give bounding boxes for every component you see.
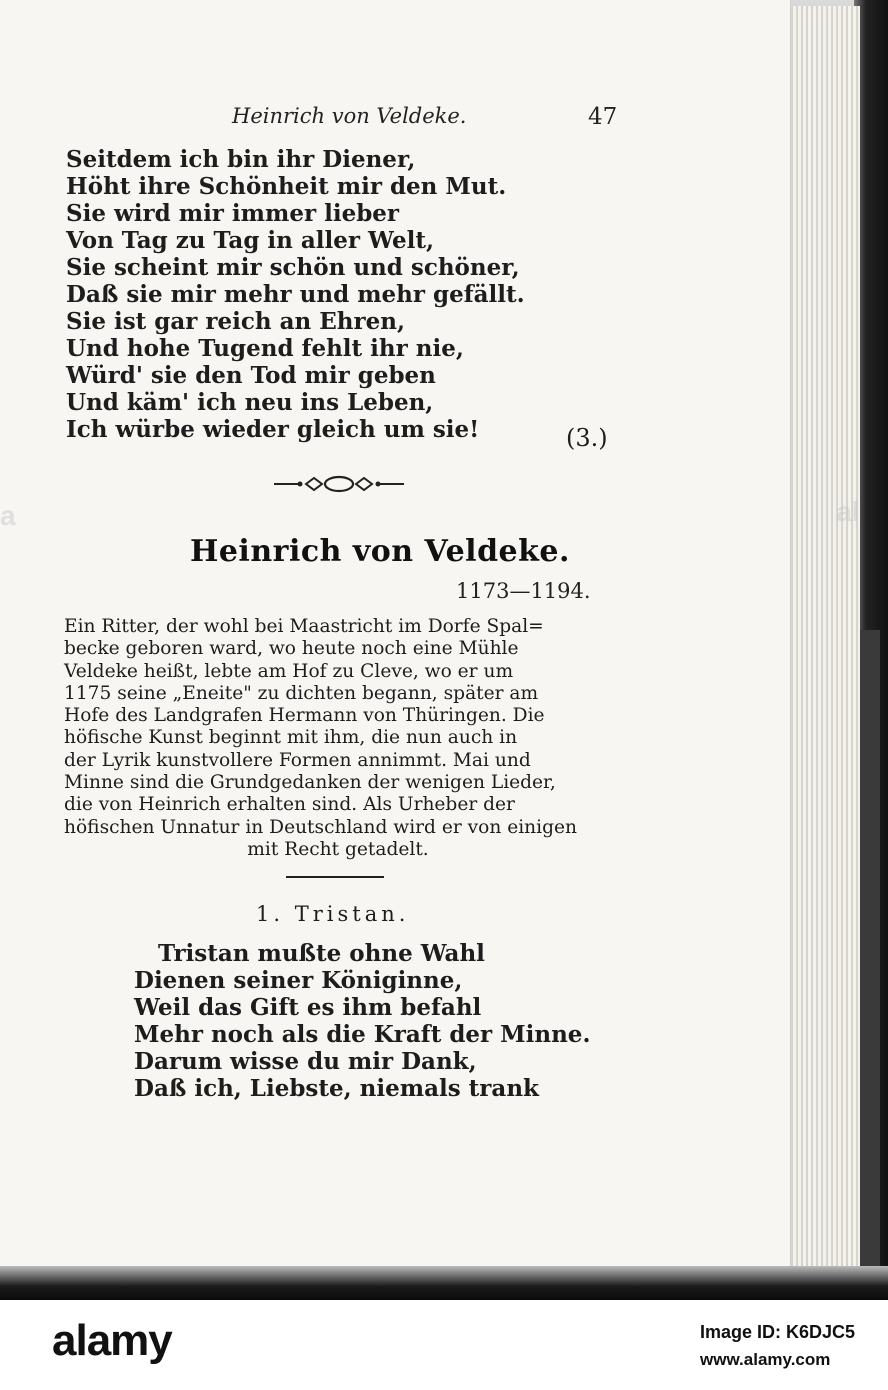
bio-line: die von Heinrich erhalten sind. Als Urheber der xyxy=(64,794,515,816)
ornament-divider-icon xyxy=(274,470,404,498)
poem-line: Tristan mußte ohne Wahl xyxy=(158,940,485,967)
author-dates: 1173—1194. xyxy=(456,579,591,603)
page-number: 47 xyxy=(588,104,618,130)
verse-line: Sie scheint mir schön und schöner, xyxy=(66,254,520,281)
horizontal-rule xyxy=(286,876,384,878)
stanza-number: (3.) xyxy=(566,424,608,452)
bio-line: Ein Ritter, der wohl bei Maastricht im Dorfe Spal= xyxy=(64,616,544,637)
verse-line: Von Tag zu Tag in aller Welt, xyxy=(66,227,434,254)
verse-line: Und hohe Tugend fehlt ihr nie, xyxy=(66,335,464,362)
verse-line: Höht ihre Schönheit mir den Mut. xyxy=(66,173,507,200)
section-title: Heinrich von Veldeke. xyxy=(190,534,570,569)
poem-line: Daß ich, Liebste, niemals trank xyxy=(134,1075,539,1102)
verse-line: Ich würbe wieder gleich um sie! xyxy=(66,416,480,443)
verse-line: Sie ist gar reich an Ehren, xyxy=(66,308,406,335)
bio-line: Veldeke heißt, lebte am Hof zu Cleve, wo er um xyxy=(64,660,514,682)
bio-line: becke geboren ward, wo heute noch eine Mühle xyxy=(64,638,519,660)
verse-line: Sie wird mir immer lieber xyxy=(66,200,400,227)
watermark-ghost: al xyxy=(836,496,860,527)
verse-line: Und käm' ich neu ins Leben, xyxy=(66,389,434,416)
verse-line: Seitdem ich bin ihr Diener, xyxy=(66,146,416,173)
biography-paragraph xyxy=(64,616,612,861)
scan-bottom-shadow xyxy=(0,1266,888,1300)
stock-url-label: www.alamy.com xyxy=(700,1350,831,1369)
book-cover-inner xyxy=(860,630,880,1270)
watermark-ghost: a xyxy=(0,500,16,531)
bio-line: der Lyrik kunstvollere Formen annimmt. Mai und xyxy=(64,749,531,771)
bio-line: Minne sind die Grundgedanken der wenigen Lieder, xyxy=(64,772,556,794)
poem-line: Weil das Gift es ihm befahl xyxy=(134,994,482,1021)
poem-line: Darum wisse du mir Dank, xyxy=(134,1048,477,1075)
brand-logo: alamy xyxy=(52,1316,172,1365)
bio-last-line: mit Recht getadelt. xyxy=(247,838,429,860)
poem-line: Dienen seiner Königinne, xyxy=(134,967,463,994)
bio-line: höfischen Unnatur in Deutschland wird er von einigen xyxy=(64,816,577,838)
poem-title: 1. Tristan. xyxy=(256,902,410,926)
verse-line: Würd' sie den Tod mir geben xyxy=(66,362,436,389)
running-head: Heinrich von Veldeke. xyxy=(232,104,467,128)
poem-line: Mehr noch als die Kraft der Minne. xyxy=(134,1021,591,1048)
image-id-label: Image ID: K6DJC5 xyxy=(700,1322,856,1342)
bio-line: Hofe des Landgrafen Hermann von Thüringen. Die xyxy=(64,705,545,727)
bio-line: 1175 seine „Eneite" zu dichten begann, später am xyxy=(64,682,539,704)
bio-line: höfische Kunst beginnt mit ihm, die nun auch in xyxy=(64,727,518,749)
verse-line: Daß sie mir mehr und mehr gefällt. xyxy=(66,281,525,308)
